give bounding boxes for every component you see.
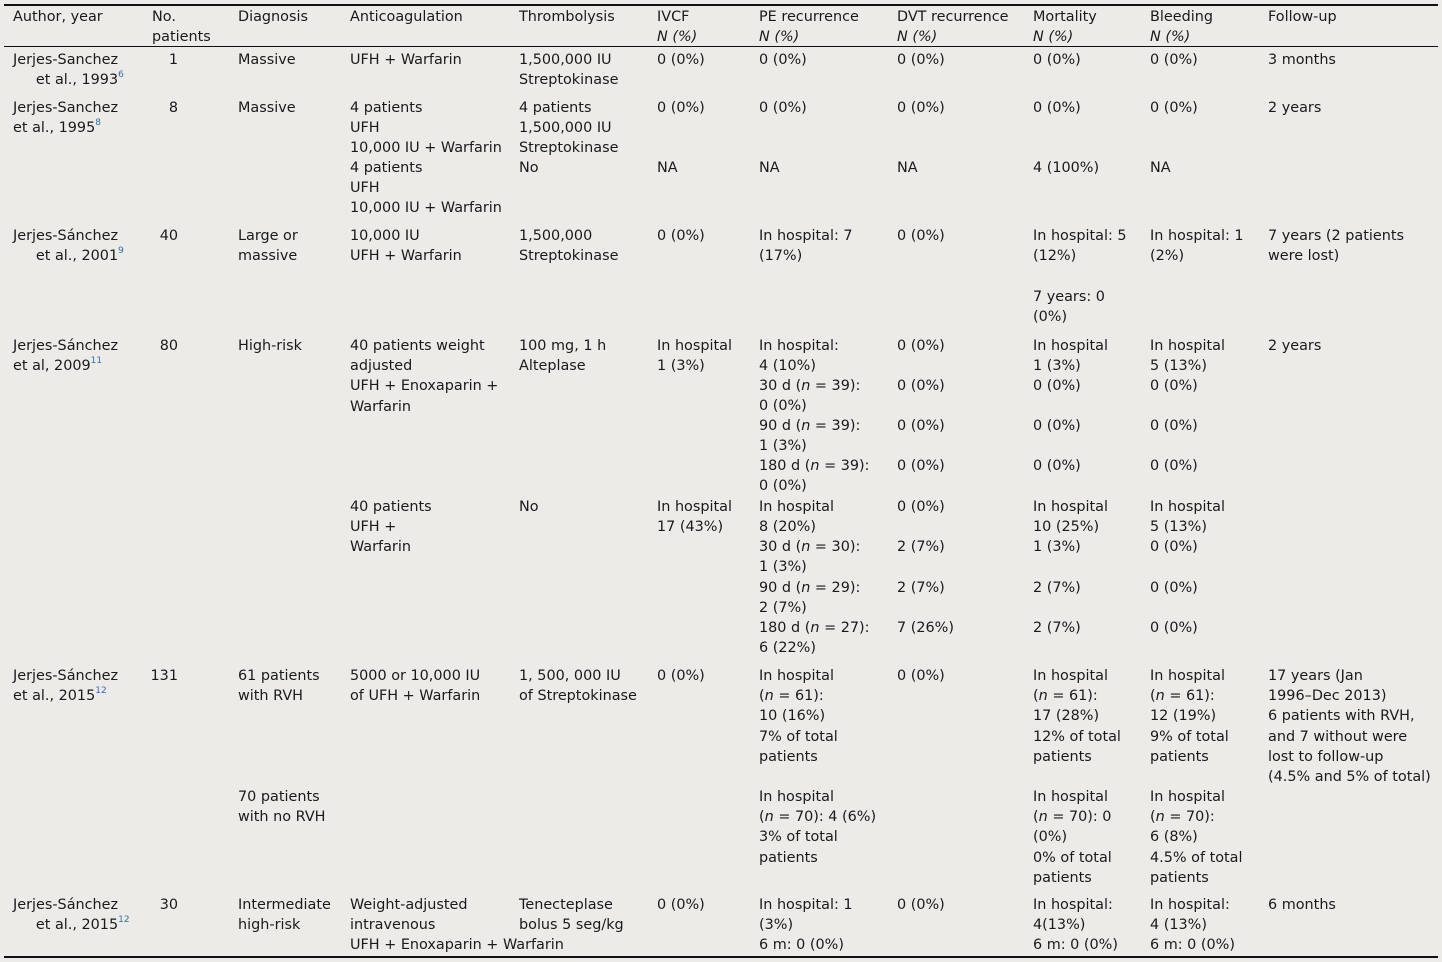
r5a-bleeding [1150, 666, 1229, 767]
r4b-pe-hospital: In hospital 8 (20%) [759, 499, 834, 536]
r4b-dvt-2: 2 (7%) [897, 539, 945, 555]
r4b-dvt-4: 7 (26%) [897, 620, 954, 636]
r2a-pe: 0 (0%) [759, 100, 807, 116]
r2-patients: 8 [168, 100, 178, 116]
r6-diagnosis: Intermediate high-risk [238, 897, 331, 934]
r3-thrombolysis: 1,500,000 Streptokinase [519, 228, 619, 265]
r4b-mort-2: 1 (3%) [1033, 539, 1081, 555]
r2b-anticoag: 4 patients UFH 10,000 IU + Warfarin [350, 160, 502, 217]
header-ivcf-stat: N (%) [657, 29, 698, 46]
header-mortality-stat: N (%) [1033, 29, 1074, 46]
header-pe-label: PE recurrence [759, 9, 859, 25]
r5b-pe-l1: In hospital [759, 789, 834, 805]
r5b-pe-rest: 3% of total patients [759, 829, 838, 866]
r1-author-text: Jerjes-Sanchez et al., 1993 [13, 52, 119, 89]
r2b-ivcf: NA [657, 160, 678, 176]
r4b-anticoag: 40 patients UFH + Warfarin [350, 499, 432, 556]
r1-pe: 0 (0%) [759, 52, 807, 68]
r4b-pe-30d [759, 537, 860, 577]
r6-patients: 30 [159, 897, 178, 913]
r4b-pe-180d-prefix: 180 d ( [759, 620, 811, 636]
r4b-mort-3: 2 (7%) [1033, 580, 1081, 596]
header-diagnosis: Diagnosis [238, 9, 308, 25]
r6-ivcf: 0 (0%) [657, 897, 705, 913]
r1-mortality: 0 (0%) [1033, 52, 1081, 68]
r5a-pe-l2-prefix: ( [759, 688, 765, 705]
header-pe [759, 7, 859, 47]
r4a-dvt-2: 0 (0%) [897, 378, 945, 394]
r4b-bleed-2: 0 (0%) [1150, 539, 1198, 555]
r1-patients: 1 [168, 52, 178, 68]
r4b-thrombolysis: No [519, 499, 539, 515]
r5b-pe-l2-prefix: ( [759, 809, 765, 826]
r4a-pe-30d-prefix: 30 d ( [759, 378, 802, 394]
r6-dvt: 0 (0%) [897, 897, 945, 913]
header-dvt-label: DVT recurrence [897, 9, 1009, 25]
r1-ref[interactable]: 6 [118, 70, 124, 81]
r4a-bleed-4: 0 (0%) [1150, 458, 1198, 474]
r6-pe: In hospital: 1 (3%) 6 m: 0 (0%) [759, 897, 853, 954]
r4a-mort-2: 0 (0%) [1033, 378, 1081, 394]
r2a-thrombolysis: 4 patients 1,500,000 IU Streptokinase [519, 100, 619, 157]
r3-ref[interactable]: 9 [118, 246, 124, 257]
r3-ivcf: 0 (0%) [657, 228, 705, 244]
r5b-mort-rest: (0%) 0% of total patients [1033, 829, 1112, 886]
r4a-mort-1: In hospital 1 (3%) [1033, 338, 1108, 375]
r1-diagnosis: Massive [238, 52, 296, 68]
r5-author-text: Jerjes-Sánchez et al., 2015 [13, 668, 119, 705]
r4a-dvt-1: 0 (0%) [897, 338, 945, 354]
r2b-bleeding: NA [1150, 160, 1171, 176]
r5-author [13, 666, 118, 706]
r5a-mort-rest: 17 (28%) 12% of total patients [1033, 708, 1121, 765]
r5a-pe-l1: In hospital [759, 668, 834, 684]
r3-pe: In hospital: 7 (17%) [759, 228, 853, 265]
r3-mortality: In hospital: 5 (12%) [1033, 228, 1127, 265]
r2b-mortality: 4 (100%) [1033, 160, 1100, 176]
r1-bleeding: 0 (0%) [1150, 52, 1198, 68]
header-anticoagulation: Anticoagulation [350, 9, 463, 25]
r3-bleeding: In hospital: 1 (2%) [1150, 228, 1244, 265]
r5a-pe-n: n [764, 688, 774, 705]
r5a-diagnosis: 61 patients with RVH [238, 668, 320, 705]
header-bleeding-label: Bleeding [1150, 9, 1213, 25]
r4a-ivcf: In hospital 1 (3%) [657, 338, 732, 375]
r5a-bleed-rest: 12 (19%) 9% of total patients [1150, 708, 1229, 765]
r2-author-text: Jerjes-Sanchez et al., 1995 [13, 100, 119, 137]
r4b-dvt-3: 2 (7%) [897, 580, 945, 596]
r4b-pe-180d-suffix: = 27): 6 (22%) [759, 620, 870, 657]
r5a-bleed-n: n [1155, 688, 1165, 705]
r3-mortality-7y: 7 years: 0 (0%) [1033, 289, 1105, 326]
r6-bleeding: In hospital: 4 (13%) 6 m: 0 (0%) [1150, 897, 1235, 954]
r5b-mort-n: n [1038, 809, 1048, 826]
r5a-bleed-l2-suffix: = 61): [1164, 688, 1215, 705]
r4a-bleed-1: In hospital 5 (13%) [1150, 338, 1225, 375]
r5-patients: 131 [150, 668, 178, 684]
r5b-bleed-rest: 6 (8%) 4.5% of total patients [1150, 829, 1243, 886]
r4a-anticoag: 40 patients weight adjusted UFH + Enoxaparin + Warfarin [350, 338, 499, 415]
r4b-pe-30d-n: n [801, 539, 811, 555]
r6-author-text: Jerjes-Sánchez et al., 2015 [13, 897, 119, 934]
r4b-pe-90d-suffix: = 29): 2 (7%) [759, 580, 861, 617]
r2b-dvt: NA [897, 160, 918, 176]
r4a-pe-30d-n: n [801, 378, 811, 394]
r5b-bleed-l1: In hospital [1150, 789, 1225, 805]
r4a-pe-90d [759, 416, 860, 456]
r5a-mort-l2-suffix: = 61): [1047, 688, 1098, 705]
header-mortality [1033, 7, 1097, 47]
header-ivcf-label: IVCF [657, 9, 690, 25]
header-ivcf [657, 7, 697, 47]
r4b-pe-90d-prefix: 90 d ( [759, 580, 802, 596]
r4a-pe-180d [759, 456, 869, 496]
r4b-pe-180d [759, 618, 869, 658]
r4b-mort-1: In hospital 10 (25%) [1033, 499, 1108, 536]
r4b-pe-30d-suffix: = 30): 1 (3%) [759, 539, 861, 576]
r6-anticoag: Weight-adjusted intravenous UFH + Enoxaparin + Warfarin [350, 897, 564, 954]
header-author: Author, year [13, 9, 103, 25]
header-bleeding [1150, 7, 1213, 47]
r5-ref[interactable]: 12 [95, 686, 107, 697]
r2b-thrombolysis: No [519, 160, 539, 176]
r4a-pe-90d-prefix: 90 d ( [759, 418, 802, 434]
r4a-pe-180d-suffix: = 39): 0 (0%) [759, 458, 870, 495]
r5b-pe-n: n [764, 809, 774, 826]
r5b-diagnosis: 70 patients with no RVH [238, 789, 326, 826]
r5-ivcf: 0 (0%) [657, 668, 705, 684]
r5b-bleed-l2-suffix: = 70): [1164, 809, 1215, 826]
r1-followup: 3 months [1268, 52, 1336, 68]
r4a-pe-180d-n: n [810, 458, 820, 474]
r5-followup: 17 years (Jan 1996–Dec 2013) 6 patients with RVH, and 7 without were lost to follow-up (4.5% and 5% of total) [1268, 668, 1431, 786]
r5-thrombolysis: 1, 500, 000 IU of Streptokinase [519, 668, 637, 705]
r5a-pe-rest: 10 (16%) 7% of total patients [759, 708, 838, 765]
r2-diagnosis: Massive [238, 100, 296, 116]
r2-followup: 2 years [1268, 100, 1322, 116]
r5b-mort-l1: In hospital [1033, 789, 1108, 805]
header-followup: Follow-up [1268, 9, 1337, 25]
r2-ref[interactable]: 8 [95, 118, 101, 129]
r4a-pe-30d [759, 376, 860, 416]
r5b-pe [759, 787, 876, 868]
r3-dvt: 0 (0%) [897, 228, 945, 244]
r4-author-text: Jerjes-Sánchez et al, 2009 [13, 338, 119, 375]
r4b-pe-30d-prefix: 30 d ( [759, 539, 802, 555]
r4a-bleed-2: 0 (0%) [1150, 378, 1198, 394]
r2b-pe: NA [759, 160, 780, 176]
r3-author [13, 226, 124, 266]
r3-patients: 40 [159, 228, 178, 244]
r4b-mort-4: 2 (7%) [1033, 620, 1081, 636]
r5-anticoag: 5000 or 10,000 IU of UFH + Warfarin [350, 668, 481, 705]
r1-anticoag: UFH + Warfarin [350, 52, 462, 68]
r5a-pe [759, 666, 838, 767]
r6-mortality: In hospital: 4(13%) 6 m: 0 (0%) [1033, 897, 1118, 954]
r4a-mort-4: 0 (0%) [1033, 458, 1081, 474]
header-mortality-label: Mortality [1033, 9, 1097, 25]
r5a-bleed-l2-prefix: ( [1150, 688, 1156, 705]
r5-dvt: 0 (0%) [897, 668, 945, 684]
header-dvt-stat: N (%) [897, 29, 938, 46]
table-bottom-rule [4, 956, 1438, 958]
r5a-mort-n: n [1038, 688, 1048, 705]
r4-followup: 2 years [1268, 338, 1322, 354]
r4a-bleed-3: 0 (0%) [1150, 418, 1198, 434]
r4a-pe-90d-suffix: = 39): 1 (3%) [759, 418, 861, 455]
header-pe-stat: N (%) [759, 29, 800, 46]
r4b-pe-180d-n: n [810, 620, 820, 636]
r5b-bleed-n: n [1155, 809, 1165, 826]
r4b-bleed-3: 0 (0%) [1150, 580, 1198, 596]
r4a-dvt-4: 0 (0%) [897, 458, 945, 474]
r2-author [13, 98, 118, 138]
r1-ivcf: 0 (0%) [657, 52, 705, 68]
r5a-mort-l1: In hospital [1033, 668, 1108, 684]
r4b-pe-90d [759, 578, 860, 618]
r4b-ivcf: In hospital 17 (43%) [657, 499, 732, 536]
r5a-mort-l2-prefix: ( [1033, 688, 1039, 705]
r5b-pe-l2-suffix: = 70): 4 (6%) [773, 809, 877, 826]
r4a-mort-3: 0 (0%) [1033, 418, 1081, 434]
r5b-mort-l2-prefix: ( [1033, 809, 1039, 826]
r6-author [13, 895, 130, 935]
r4b-bleed-4: 0 (0%) [1150, 620, 1198, 636]
r2a-anticoag: 4 patients UFH 10,000 IU + Warfarin [350, 100, 502, 157]
r4-author [13, 336, 118, 376]
r5a-pe-l2-suffix: = 61): [773, 688, 824, 705]
r4b-pe-90d-n: n [801, 580, 811, 596]
r6-ref[interactable]: 12 [118, 915, 130, 926]
table-top-rule [4, 4, 1438, 6]
r3-diagnosis: Large or massive [238, 228, 298, 265]
r5b-mort-l2-suffix: = 70): 0 [1047, 809, 1112, 826]
r4b-bleed-1: In hospital 5 (13%) [1150, 499, 1225, 536]
r4a-pe-30d-suffix: = 39): 0 (0%) [759, 378, 861, 415]
r2a-ivcf: 0 (0%) [657, 100, 705, 116]
r5b-mortality [1033, 787, 1112, 888]
r4a-pe-90d-n: n [801, 418, 811, 434]
r5b-bleeding [1150, 787, 1243, 888]
r1-thrombolysis: 1,500,000 IU Streptokinase [519, 52, 619, 89]
r3-author-text: Jerjes-Sánchez et al., 2001 [13, 228, 119, 265]
r5a-mortality [1033, 666, 1121, 767]
header-bleeding-stat: N (%) [1150, 29, 1191, 46]
r4-patients: 80 [159, 338, 178, 354]
r3-followup: 7 years (2 patients were lost) [1268, 228, 1404, 265]
r5b-bleed-l2-prefix: ( [1150, 809, 1156, 826]
header-dvt [897, 7, 1009, 47]
r4-ref[interactable]: 11 [90, 356, 103, 367]
r3-anticoag: 10,000 IU UFH + Warfarin [350, 228, 462, 265]
header-thrombolysis: Thrombolysis [519, 9, 615, 25]
r2a-bleeding: 0 (0%) [1150, 100, 1198, 116]
r4a-thrombolysis: 100 mg, 1 h Alteplase [519, 338, 607, 375]
r5a-bleed-l1: In hospital [1150, 668, 1225, 684]
table-header-rule [4, 46, 1438, 47]
r4a-pe-180d-prefix: 180 d ( [759, 458, 811, 474]
r2a-mortality: 0 (0%) [1033, 100, 1081, 116]
r2a-dvt: 0 (0%) [897, 100, 945, 116]
r6-followup: 6 months [1268, 897, 1336, 913]
r4a-dvt-3: 0 (0%) [897, 418, 945, 434]
r4a-pe-hospital: In hospital: 4 (10%) [759, 338, 839, 375]
r6-thrombolysis: Tenecteplase bolus 5 seg/kg [519, 897, 624, 934]
header-patients: No. patients [152, 9, 211, 46]
r1-dvt: 0 (0%) [897, 52, 945, 68]
r1-author [13, 50, 124, 90]
r4b-dvt-1: 0 (0%) [897, 499, 945, 515]
r4-diagnosis: High-risk [238, 338, 303, 354]
